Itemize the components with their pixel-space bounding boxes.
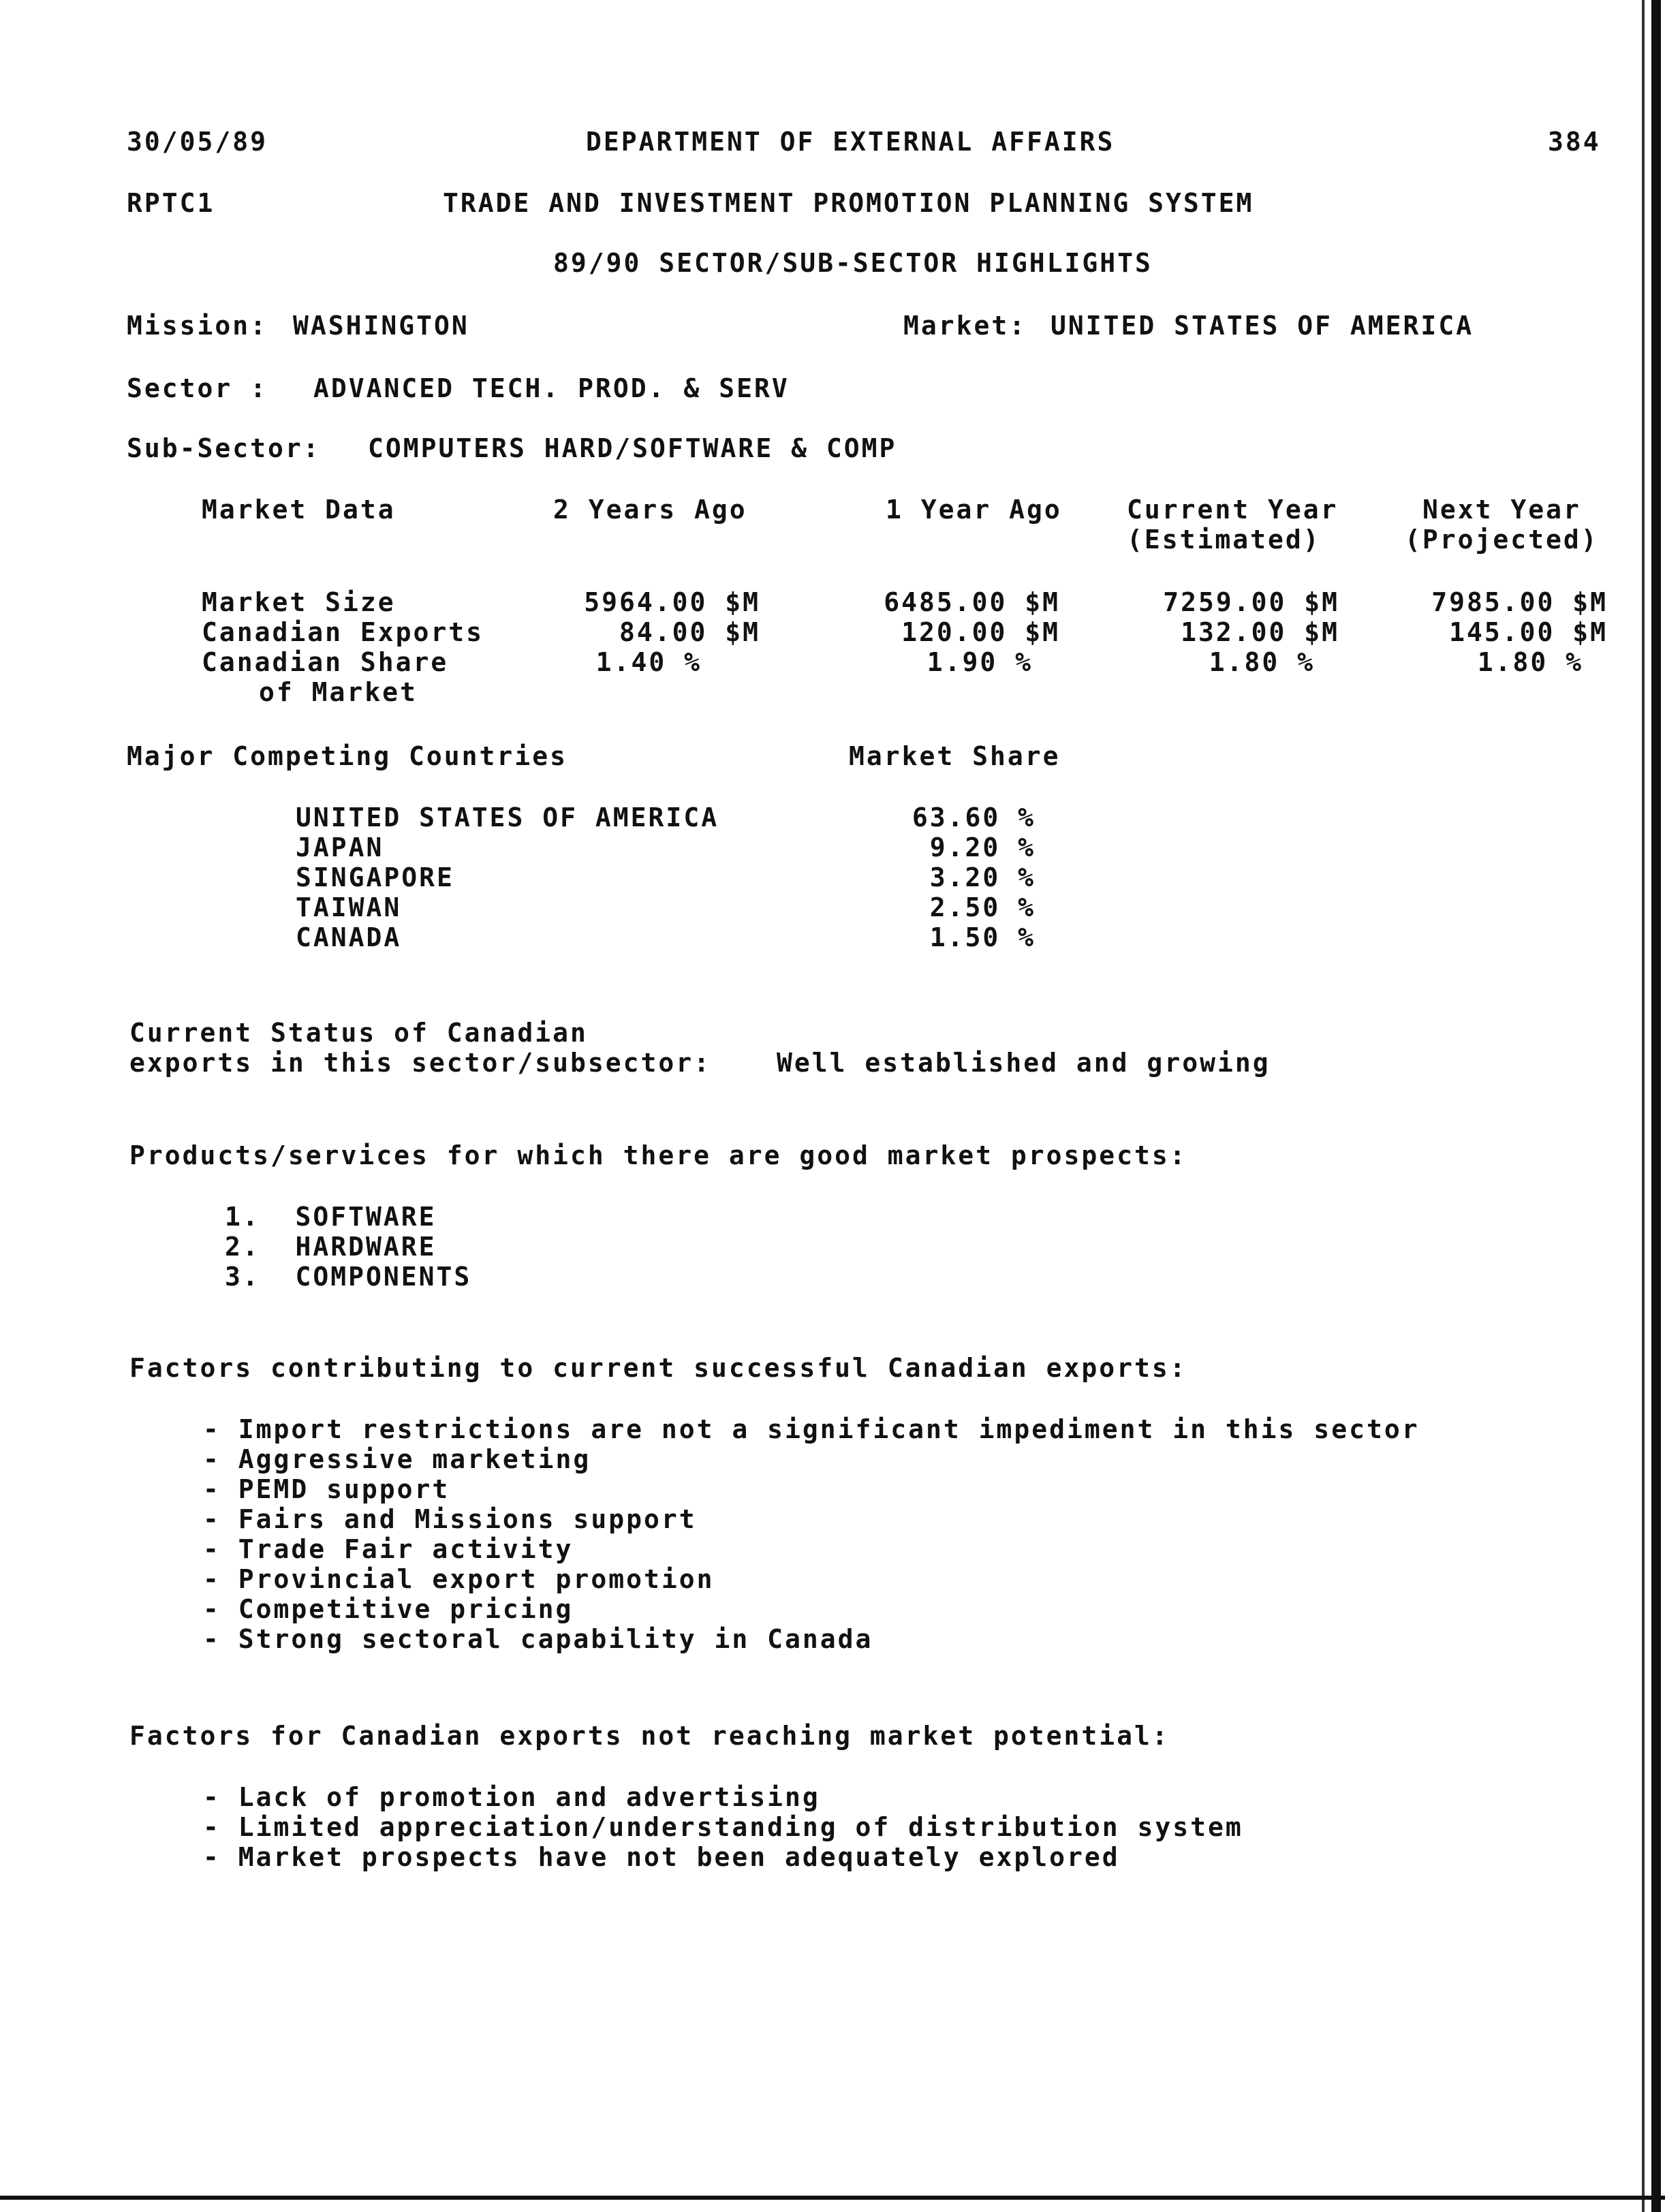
row-label-canadian-share: Canadian Share	[202, 647, 449, 677]
product-item: 1. SOFTWARE	[225, 1202, 437, 1232]
market-share-header: Market Share	[849, 741, 1061, 771]
sector-value: ADVANCED TECH. PROD. & SERV	[313, 373, 790, 403]
mission-label: Mission:	[127, 311, 268, 341]
shortfall-factors-heading: Factors for Canadian exports not reaching market potential:	[129, 1721, 1170, 1751]
scan-edge-right	[1651, 0, 1661, 2212]
competitor-share: 63.60 %	[912, 803, 1036, 832]
col-2-years-ago: 2 Years Ago	[553, 495, 747, 525]
success-factor-item: - Strong sectoral capability in Canada	[203, 1624, 873, 1654]
success-factor-item: - Competitive pricing	[203, 1594, 574, 1624]
product-item: 2. HARDWARE	[225, 1232, 437, 1262]
success-factor-item: - Provincial export promotion	[203, 1564, 715, 1594]
col-next-year-sub: (Projected)	[1405, 525, 1599, 555]
cell-share-cur: 1.80 %	[1209, 647, 1315, 677]
report-date: 30/05/89	[127, 127, 268, 157]
scan-edge-bottom	[0, 2196, 1665, 2200]
department-name: DEPARTMENT OF EXTERNAL AFFAIRS	[586, 127, 1115, 157]
col-next-year: Next Year	[1422, 495, 1581, 525]
col-current-year: Current Year	[1127, 495, 1339, 525]
competitor-share: 1.50 %	[929, 922, 1036, 952]
market-value: UNITED STATES OF AMERICA	[1051, 311, 1474, 341]
col-1-year-ago: 1 Year Ago	[886, 495, 1062, 525]
sector-label: Sector :	[127, 373, 268, 403]
row-label-canadian-share-2: of Market	[259, 677, 418, 707]
scan-edge-right-inner	[1642, 0, 1645, 2212]
status-label-line1: Current Status of Canadian	[129, 1018, 588, 1048]
col-current-year-sub: (Estimated)	[1127, 525, 1321, 555]
status-label-line2: exports in this sector/subsector:	[129, 1048, 711, 1078]
competitor-share: 2.50 %	[929, 892, 1036, 922]
competitors-header: Major Competing Countries	[127, 741, 567, 771]
market-label: Market:	[903, 311, 1027, 341]
success-factors-heading: Factors contributing to current successful Canadian exports:	[129, 1353, 1187, 1383]
shortfall-factor-item: - Lack of promotion and advertising	[203, 1782, 820, 1812]
page-number: 384	[1548, 127, 1601, 157]
row-label-canadian-exports: Canadian Exports	[202, 617, 484, 647]
competitor-country: SINGAPORE	[296, 862, 454, 892]
competitor-country: CANADA	[296, 922, 402, 952]
competitor-share: 9.20 %	[929, 832, 1036, 862]
cell-share-next: 1.80 %	[1477, 647, 1583, 677]
success-factor-item: - Aggressive marketing	[203, 1444, 591, 1474]
cell-share-2y: 1.40 %	[595, 647, 702, 677]
success-factor-item: - PEMD support	[203, 1474, 450, 1504]
status-value: Well established and growing	[777, 1048, 1271, 1078]
cell-exports-cur: 132.00 $M	[1181, 617, 1339, 647]
success-factor-item: - Trade Fair activity	[203, 1534, 574, 1564]
success-factor-item: - Fairs and Missions support	[203, 1504, 697, 1534]
cell-share-1y: 1.90 %	[927, 647, 1033, 677]
report-title: 89/90 SECTOR/SUB-SECTOR HIGHLIGHTS	[553, 248, 1153, 278]
cell-market-size-2y: 5964.00 $M	[584, 587, 760, 617]
cell-exports-1y: 120.00 $M	[901, 617, 1060, 647]
report-code: RPTC1	[127, 188, 215, 218]
success-factor-item: - Import restrictions are not a significant impediment in this sector	[203, 1414, 1420, 1444]
row-label-market-size: Market Size	[202, 587, 396, 617]
cell-exports-next: 145.00 $M	[1449, 617, 1608, 647]
cell-exports-2y: 84.00 $M	[619, 617, 760, 647]
subsector-value: COMPUTERS HARD/SOFTWARE & COMP	[368, 433, 897, 463]
subsector-label: Sub-Sector:	[127, 433, 321, 463]
competitor-country: TAIWAN	[296, 892, 402, 922]
competitor-country: UNITED STATES OF AMERICA	[296, 803, 719, 832]
mission-value: WASHINGTON	[293, 311, 469, 341]
products-heading: Products/services for which there are good market prospects:	[129, 1140, 1187, 1170]
shortfall-factor-item: - Market prospects have not been adequately explored	[203, 1842, 1120, 1872]
system-title: TRADE AND INVESTMENT PROMOTION PLANNING SYSTEM	[443, 188, 1254, 218]
product-item: 3. COMPONENTS	[225, 1262, 472, 1292]
cell-market-size-next: 7985.00 $M	[1431, 587, 1608, 617]
competitor-country: JAPAN	[296, 832, 384, 862]
cell-market-size-1y: 6485.00 $M	[884, 587, 1060, 617]
shortfall-factor-item: - Limited appreciation/understanding of distribution system	[203, 1812, 1243, 1842]
competitor-share: 3.20 %	[929, 862, 1036, 892]
market-data-header: Market Data	[202, 495, 396, 525]
cell-market-size-cur: 7259.00 $M	[1163, 587, 1339, 617]
